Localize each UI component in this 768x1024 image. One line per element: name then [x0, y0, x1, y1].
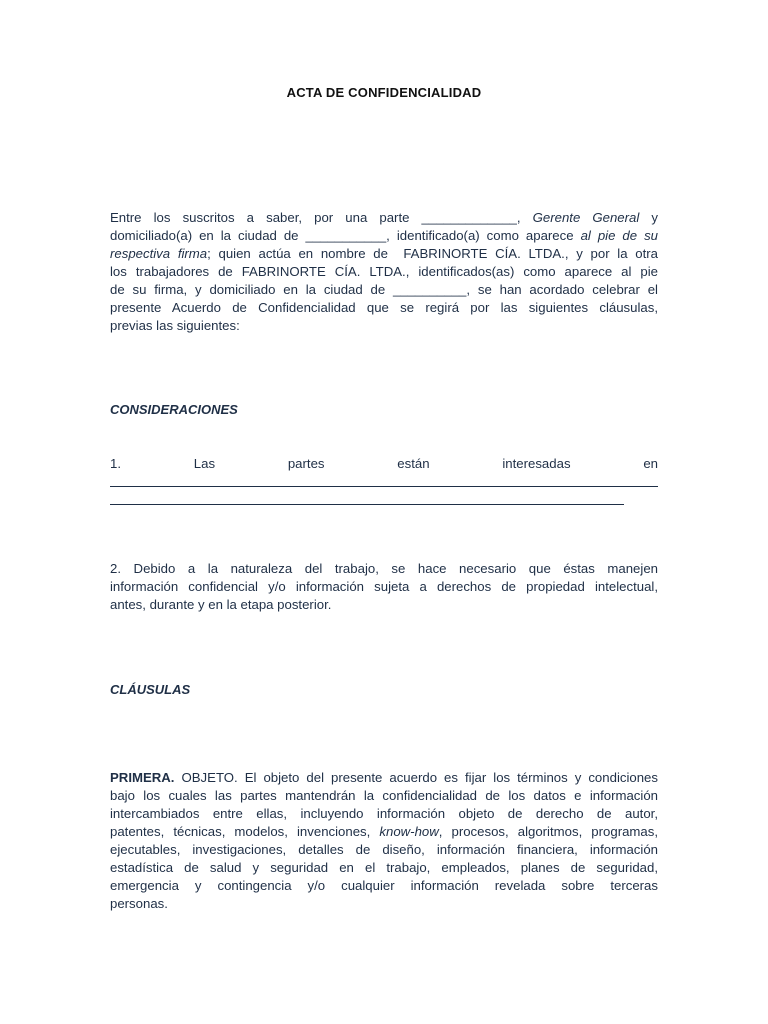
intro-line-5: de su firma, y domiciliado en la ciudad de __________, se han acordado celebrar el — [110, 282, 658, 297]
consideracion-2-line-2: información confidencial y/o información sujeta a derechos de propiedad intelectual, — [110, 579, 658, 594]
intro-line-1 — [110, 209, 658, 227]
blank-line-1 — [110, 486, 658, 487]
intro-italic: al pie de su — [580, 228, 658, 243]
primera-line-8: personas. — [110, 896, 168, 911]
primera-line-2: bajo los cuales las partes mantendrán la confidencialidad de los datos e información — [110, 788, 658, 803]
primera-line-6: estadística de salud y seguridad en el trabajo, empleados, planes de seguridad, — [110, 860, 658, 875]
blank-line-2 — [110, 504, 624, 505]
intro-text: y — [639, 210, 658, 225]
consideracion-1-line-1: 1. Las partes están interesadas en — [110, 456, 658, 471]
intro-line-4: los trabajadores de FABRINORTE CÍA. LTDA., identificados(as) como aparece al pie — [110, 264, 658, 279]
intro-text: domiciliado(a) en la ciudad de ___________, identificado(a) como aparece — [110, 228, 581, 243]
clausula-primera — [110, 769, 658, 913]
primera-line-5: ejecutables, investigaciones, detalles de diseño, información financiera, información — [110, 842, 658, 857]
intro-paragraph — [110, 209, 658, 335]
intro-line-3 — [110, 245, 658, 263]
intro-line-7: previas las siguientes: — [110, 318, 240, 333]
intro-role: Gerente General — [532, 210, 640, 225]
intro-text: Entre los suscritos a saber, por una parte _____________, — [110, 210, 533, 225]
primera-text: OBJETO. El objeto del presente acuerdo es fijar los términos y condiciones — [174, 770, 658, 785]
clausulas-heading: CLÁUSULAS — [110, 682, 191, 697]
consideracion-1 — [110, 455, 658, 473]
primera-line-3: intercambiados entre ellas, incluyendo información objeto de derecho de autor, — [110, 806, 658, 821]
primera-line-4 — [110, 823, 658, 841]
primera-text: , procesos, algoritmos, programas, — [438, 824, 658, 839]
intro-line-2 — [110, 227, 658, 245]
intro-text: ; quien actúa en nombre de FABRINORTE CÍA. LTDA., y por la otra — [207, 246, 658, 261]
primera-italic: know-how — [379, 824, 439, 839]
consideraciones-heading: CONSIDERACIONES — [110, 402, 238, 417]
primera-line-7: emergencia y contingencia y/o cualquier información revelada sobre terceras — [110, 878, 658, 893]
document-title: ACTA DE CONFIDENCIALIDAD — [286, 85, 482, 100]
consideracion-2-line-3: antes, durante y en la etapa posterior. — [110, 597, 332, 612]
intro-italic: respectiva firma — [110, 246, 208, 261]
intro-line-6: presente Acuerdo de Confidencialidad que se regirá por las siguientes cláusulas, — [110, 300, 658, 315]
primera-text: patentes, técnicas, modelos, invenciones, — [110, 824, 380, 839]
consideracion-2 — [110, 560, 658, 614]
primera-line-1 — [110, 769, 658, 787]
primera-label: PRIMERA. — [110, 770, 175, 785]
consideracion-2-line-1: 2. Debido a la naturaleza del trabajo, se hace necesario que éstas manejen — [110, 561, 658, 576]
